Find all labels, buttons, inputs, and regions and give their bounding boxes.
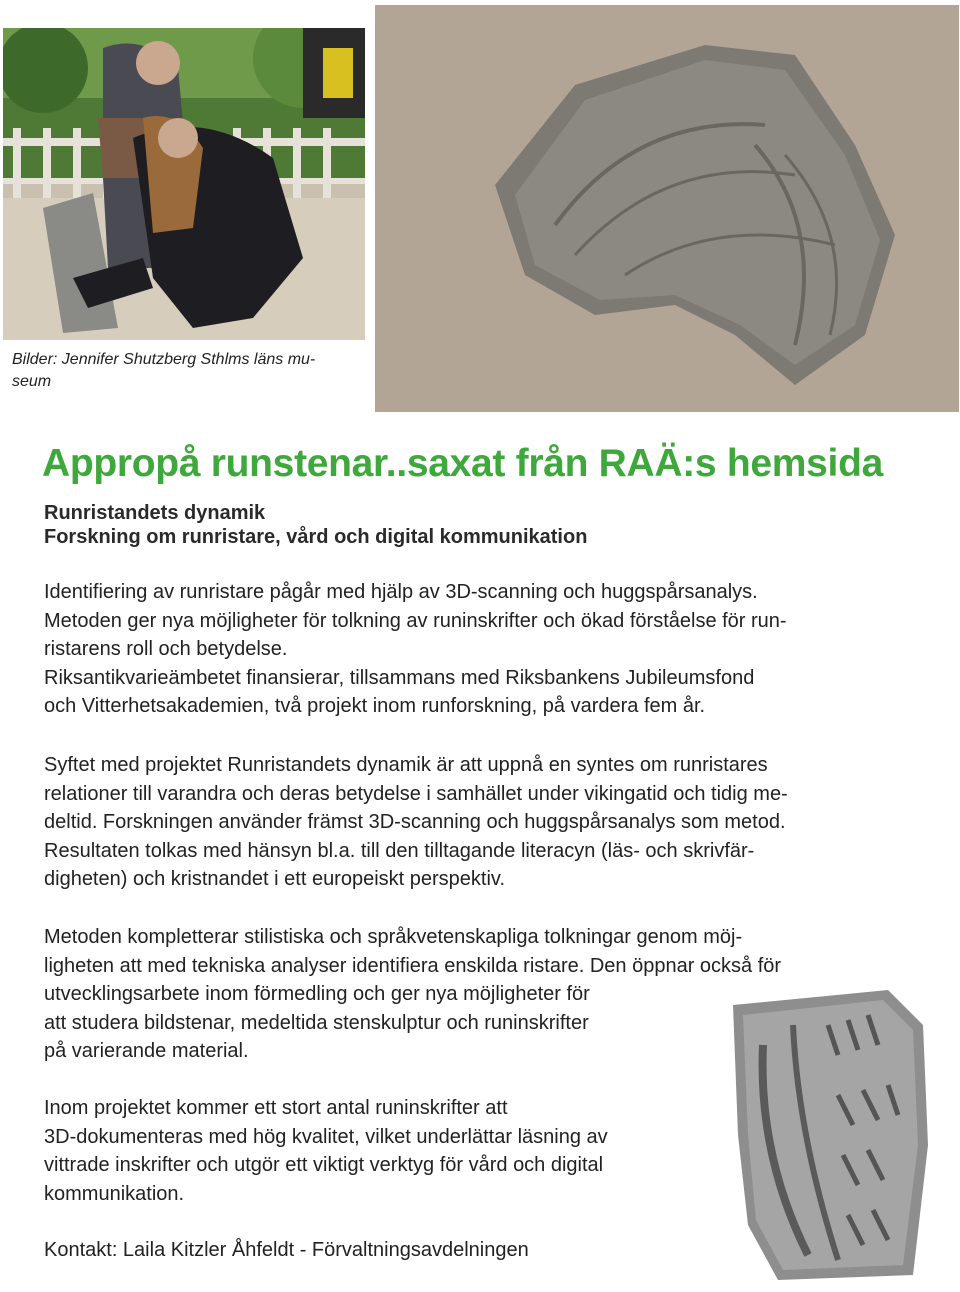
paragraph-documentation [44, 1094, 608, 1208]
subtitle-project-name: Runristandets dynamik [44, 502, 266, 524]
caption-line: Bilder: Jennifer Shutzberg Sthlms läns mu- [12, 351, 316, 368]
text-line: Riksantikvarieämbetet finansierar, tillsammans med Riksbankens Jubileumsfond [44, 666, 755, 689]
paragraph-purpose [44, 751, 788, 894]
text-line: 3D-dokumenteras med hög kvalitet, vilket underlättar läsning av [44, 1125, 608, 1148]
text-line: ristarens roll och betydelse. [44, 638, 288, 660]
photo-rune-stone-in-sand [375, 5, 959, 412]
text-line: vittrade inskrifter och utgör ett viktigt verktyg för vård och digital [44, 1154, 604, 1176]
paragraph-method [44, 923, 781, 1066]
photo-workers-lifting-stone [3, 28, 365, 340]
paragraph-intro [44, 578, 787, 721]
text-line: Identifiering av runristare pågår med hjälp av 3D-scanning och huggspårsanalys. [44, 581, 758, 603]
contact-line: Kontakt: Laila Kitzler Åhfeldt - Förvaltningsavdelningen [44, 1239, 529, 1261]
text-line: relationer till varandra och deras betydelse i samhället under vikingatid och tidig me- [44, 782, 788, 805]
photo-caption [12, 349, 352, 393]
text-line: Syftet med projektet Runristandets dynamik är att uppnå en syntes om runristares [44, 754, 768, 776]
text-line: deltid. Forskningen använder främst 3D-scanning och huggspårsanalys som metod. [44, 811, 786, 833]
caption-line: seum [12, 373, 52, 390]
text-line: Resultaten tolkas med hänsyn bl.a. till den tilltagande literacyn (läs- och skrivfär- [44, 839, 755, 862]
paragraph-contact [44, 1236, 529, 1265]
text-line: kommunikation. [44, 1182, 185, 1205]
text-line: på varierande material. [44, 1040, 249, 1062]
text-line: ligheten att med tekniska analyser identifiera enskilda ristare. Den öppnar också för [44, 954, 782, 977]
text-line: digheten) och kristnandet i ett europeiskt perspektiv. [44, 868, 505, 890]
text-line: Metoden kompletterar stilistiska och språkvetenskapliga tolkningar genom möj- [44, 926, 743, 948]
page-title: Appropå runstenar..saxat från RAÄ:s hemsida [42, 442, 883, 485]
text-line: Inom projektet kommer ett stort antal runinskrifter att [44, 1097, 508, 1119]
text-line: Metoden ger nya möjligheter för tolkning av runinskrifter och ökad förståelse för run- [44, 609, 787, 632]
text-line: utvecklingsarbete inom förmedling och ger nya möjligheter för [44, 983, 590, 1005]
subtitle-project-description: Forskning om runristare, vård och digital kommunikation [44, 526, 588, 548]
text-line: och Vitterhetsakademien, två projekt inom runforskning, på vardera fem år. [44, 695, 706, 717]
text-line: att studera bildstenar, medeltida stenskulptur och runinskrifter [44, 1011, 589, 1034]
